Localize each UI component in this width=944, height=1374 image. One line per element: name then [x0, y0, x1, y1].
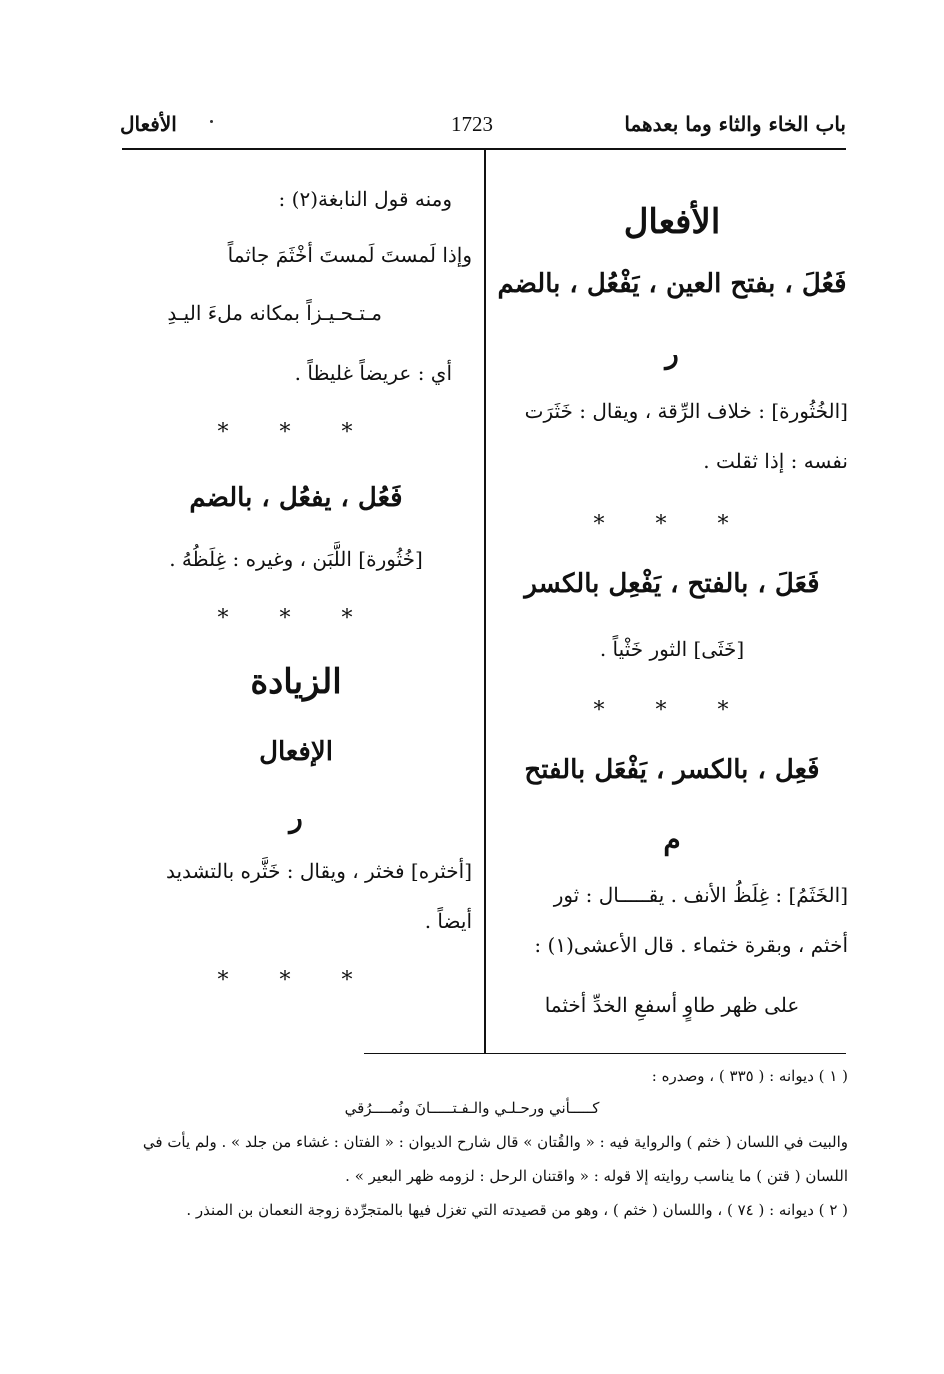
afal-heading: الإفعال	[259, 737, 333, 767]
footnote-1-text: اللسان ( قتن ) ما يناسب روايته إلا قوله : « واقتنان الرحل : لزومه ظهر البعير » .	[345, 1167, 848, 1185]
verse-line: على ظهر طاوٍ أسفعِ الخدِّ أخثما	[544, 993, 800, 1017]
column-divider	[484, 150, 486, 1054]
running-header-section: الأفعال	[120, 112, 177, 136]
chapter-title: باب الخاء والثاء وما بعدهما	[624, 112, 846, 136]
left-last-line: [أخثره] فخثر ، ويقال : خَثَّره بالتشديد	[165, 859, 472, 883]
page-number: 1723	[451, 112, 493, 136]
section3-heading: فَعِل ، بالكسر ، يَفْعَل بالفتح	[524, 755, 820, 785]
verse-line: وإذا لَمستَ لَمستَ أخْثَمَ جاثماً	[227, 243, 472, 267]
left-section-heading: فَعُل ، يفعُل ، بالضم	[189, 483, 403, 513]
left-section-line: [خُثُورة] اللَّبَن ، وغيره : غِلَظُهُ .	[169, 547, 423, 571]
section3-letter: م	[663, 823, 681, 856]
poet-intro-line: ومنه قول النابغة(٢) :	[278, 187, 452, 211]
section-separator: * * *	[593, 698, 751, 723]
footnote-2: ( ٢ ) ديوانه : ( ٧٤ ) ، واللسان ( خثم ) ، وهو من قصيدته التي تغزل فيها بالمتجرِّدة زوجة النعمان بن المنذر .	[186, 1201, 848, 1219]
section-separator: * * *	[217, 968, 375, 993]
verse-line: مـتـحـيـزاً بمكانه ملءَ اليـدِ	[167, 301, 382, 325]
section3-line: أخثم ، وبقرة خثماء . قال الأعشى(١) :	[534, 933, 848, 957]
section1-letter: ر	[665, 337, 679, 370]
left-last-line: أيضاً .	[424, 909, 472, 933]
print-mark-dot	[210, 120, 213, 123]
footnote-rule	[364, 1053, 846, 1054]
left-section-letter: ر	[289, 801, 303, 834]
section-separator: * * *	[217, 420, 375, 445]
ziyada-heading: الزيادة	[250, 662, 342, 702]
section1-line: نفسه : إذا ثقلت .	[703, 449, 848, 473]
section2-heading: فَعَلَ ، بالفتح ، يَفْعِل بالكسر	[524, 569, 820, 599]
section-separator: * * *	[593, 512, 751, 537]
section1-heading: فَعُلَ ، بفتح العين ، يَفْعُل ، بالضم	[497, 269, 847, 299]
main-heading: الأفعال	[623, 202, 721, 242]
footnote-1: ( ١ ) ديوانه : ( ٣٣٥ ) ، وصدره :	[651, 1067, 848, 1085]
section1-line: [الخُثُورة] : خلاف الرِّقة ، ويقال : خَثَرَت	[524, 399, 848, 423]
section2-line: [خَثَى] الثور خَثْياً .	[599, 637, 745, 661]
footnote-1-verse: كـــــأني ورحـلـي والـفـتـــــانَ ونُمــــرُقي	[344, 1099, 600, 1117]
section-separator: * * *	[217, 606, 375, 631]
footnote-1-text: والبيت في اللسان ( خثم ) والرواية فيه : « والقُتان » قال شارح الديوان : « الفتان : غشاء من جلد » . ولم يأت في	[142, 1133, 848, 1151]
gloss-line: أي : عريضاً غليظاً .	[294, 361, 452, 385]
section3-line: [الخَثَمُ] : غِلَظُ الأنف . يقـــــال : ثور	[553, 883, 848, 907]
